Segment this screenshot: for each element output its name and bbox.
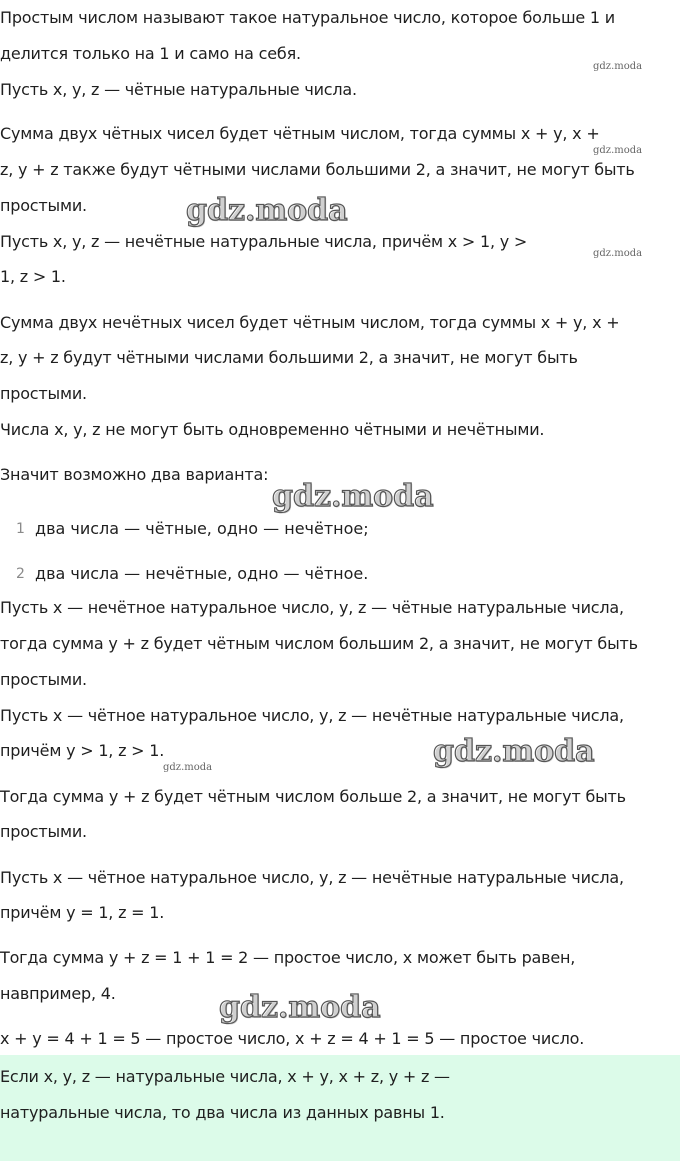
watermark-small: gdz.moda [593,145,643,156]
watermark-small: gdz.moda [593,61,643,72]
text-line: простыми. [0,196,87,215]
text-line: Значит возможно два варианта: [0,465,269,484]
text-line: Пусть x, y, z — нечётные натуральные числа, причём x > 1, y > [0,232,528,251]
text-line: причём y > 1, z > 1. [0,741,165,760]
text-line: Пусть x, y, z — чётные натуральные числа. [0,80,357,99]
text-line: делится только на 1 и само на себя. [0,44,301,63]
text-line: z, y + z будут чётными числами большими 2, а значит, не могут быть [0,348,578,367]
list-number: 1 [16,521,25,537]
text-line: Тогда сумма y + z будет чётным числом больше 2, а значит, не могут быть [0,787,626,806]
text-line: z, y + z также будут чётными числами большими 2, а значит, не могут быть [0,160,635,179]
text-line: Тогда сумма y + z = 1 + 1 = 2 — простое число, x может быть равен, [0,948,576,967]
text-line: простыми. [0,670,87,689]
text-line: простыми. [0,822,87,841]
text-line: Простым числом называют такое натуральное число, которое больше 1 и [0,8,615,27]
conclusion-line: Если x, y, z — натуральные числа, x + y, x + z, y + z — [0,1067,450,1086]
text-line: Сумма двух чётных чисел будет чётным числом, тогда суммы x + y, x + [0,124,600,143]
list-number: 2 [16,566,25,582]
text-line: Пусть x — чётное натуральное число, y, z — нечётные натуральные числа, [0,706,624,725]
watermark-logo: gdz.moda [433,734,595,769]
watermark-small: gdz.moda [163,762,213,773]
list-item: два числа — чётные, одно — нечётное; [35,519,369,538]
text-line: Пусть x — чётное натуральное число, y, z — нечётные натуральные числа, [0,868,624,887]
watermark-logo: gdz.moda [186,193,348,228]
watermark-logo: gdz.moda [272,479,434,514]
text-line: 1, z > 1. [0,267,66,286]
text-line: Пусть x — нечётное натуральное число, y, z — чётные натуральные числа, [0,598,624,617]
watermark-small: gdz.moda [593,248,643,259]
text-line: x + y = 4 + 1 = 5 — простое число, x + z = 4 + 1 = 5 — простое число. [0,1029,585,1048]
text-line: тогда сумма y + z будет чётным числом большим 2, а значит, не могут быть [0,634,638,653]
text-line: причём y = 1, z = 1. [0,903,165,922]
text-line: простыми. [0,384,87,403]
conclusion-line: натуральные числа, то два числа из данных равны 1. [0,1103,445,1122]
list-item: два числа — нечётные, одно — чётное. [35,564,369,583]
text-line: Числа x, y, z не могут быть одновременно чётными и нечётными. [0,420,545,439]
watermark-logo: gdz.moda [219,990,381,1025]
text-line: Сумма двух нечётных чисел будет чётным числом, тогда суммы x + y, x + [0,313,620,332]
text-line: навпример, 4. [0,984,116,1003]
